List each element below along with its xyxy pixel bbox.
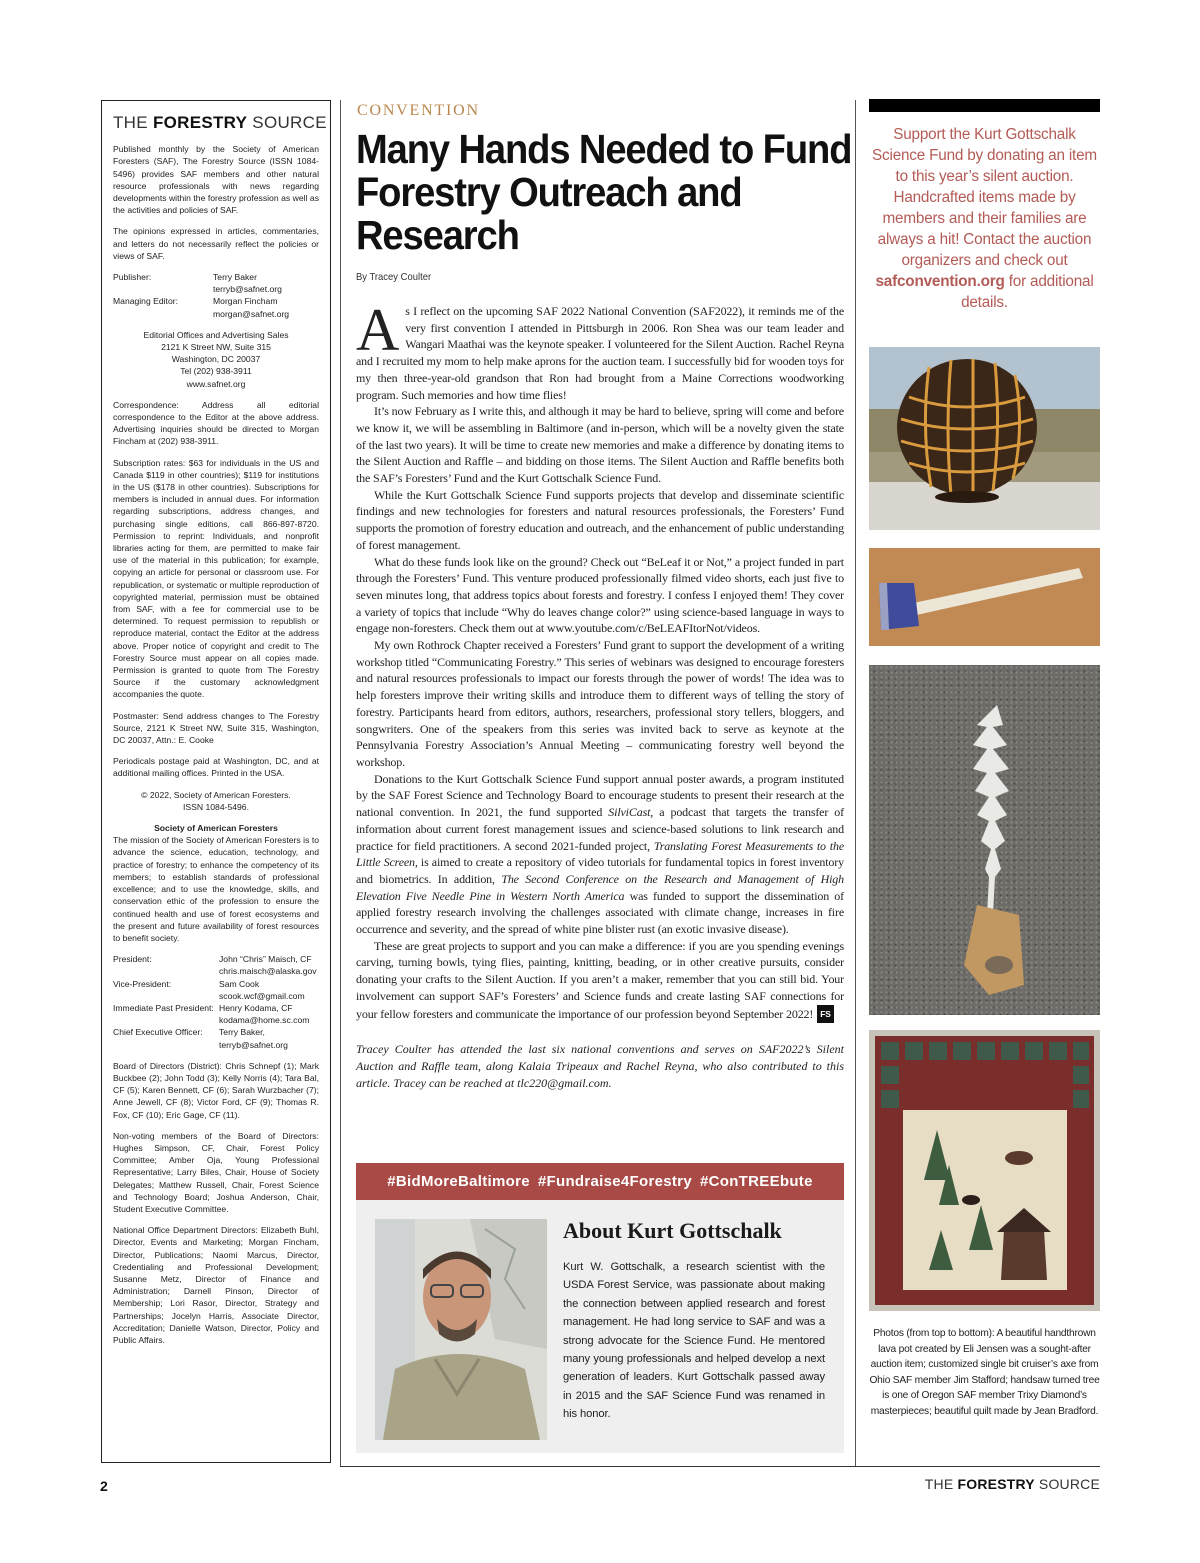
hashtag-banner: [356, 1163, 844, 1200]
about-text: Kurt W. Gottschalk, a research scientist with the USDA Forest Service, was passionate about making the connection between applied research and forest management. He had long service to SAF and was a strong advocate for the Science Fund. He mentored many young professionals and helped develop a next generation of leaders. Kurt Gottschalk passed away in 2015 and the SAF Science Fund was renamed in his honor.: [563, 1261, 825, 1421]
axe-photo: [869, 548, 1100, 646]
paragraph: It’s now February as I write this, and although it may be hard to believe, spring will come and before we know it, we will be assembling in Baltimore (and in-person, which will be a novelty given the state of the last two years). It will be time to create new memories and make a difference by donating items to the Silent Auction and Raffle – and bidding on those items. The Silent Auction and Raffle benefits both the SAF’s Foresters’ Fund and the Kurt Gottschalk Science Fund.: [356, 404, 844, 486]
board-list: Board of Directors (District): Chris Schnepf (1); Mark Buckbee (2); John Todd (3); Kelly Norris (4); Tara Bal, CF (5); Karen Bennett, CF (6); Sarah Wurzbacher (7); Anne Jewell, CF (8); Victor Ford, CF (9); Thomas R. Fox, CF (10); Eric Gage, CF (11).: [113, 1060, 319, 1120]
national-office-list: National Office Department Directors: Elizabeth Buhl, Director, Events and Marketing; Morgan Fincham, Director, Publications; Naomi Marcus, Director, Credentialing and Professional Development; Susanne Metz, Director of Finance and Administration; Darnell Pinson, Director of Membership; Lori Rasor, Director, Strategy and Partnerships; Jocelyn Harris, Associate Director, Accreditation; Danielle Watson, Director, Policy and Public Affairs.: [113, 1225, 319, 1345]
drop-cap: A: [356, 297, 400, 363]
handsaw-tree-photo: [869, 665, 1100, 1015]
hashtag[interactable]: #BidMoreBaltimore: [387, 1173, 530, 1190]
paragraph: What do these funds look like on the ground? Check out “BeLeaf it or Not,” a project funded in part through the Foresters’ Fund. This venture produced professionally filmed video shorts, each just five to seven minutes long, that address topics about forests and forestry. I confess I enjoyed them! They cover a variety of topics that include “Why do leaves change color?” using science-based language in ways to engage non-foresters. Check them out at www.youtube.com/c/BeLEAFItorNot/videos.: [356, 554, 844, 636]
footer-logo: THE FORESTRY SOURCE: [924, 1476, 1100, 1492]
editor-info: Morgan Fincham morgan@safnet.org: [213, 295, 319, 319]
publisher-info: Terry Baker terryb@safnet.org: [213, 271, 319, 295]
officer-email[interactable]: scook.wcf@gmail.com: [219, 990, 305, 1001]
mission-statement: The mission of the Society of American Foresters is to advance the science, education, technology, and practice of forestry; to enhance the competency of its members; to establish standards of professional excellence; and to use the knowledge, skills, and conservation ethic of the profession to ensure the continued health and use of forest ecosystems and the present and future availability of forest resources to benefit society.: [113, 835, 319, 943]
paragraph: My own Rothrock Chapter received a Foresters’ Fund grant to support the development of a writing workshop titled “Communicating Forestry.” This series of webinars was designed to encourage foresters and natural resources professionals to impact our forests through the power of words! The idea was to help foresters improve their writing skills and introduce them to different ways of telling the story of forestry. Participants heard from editors, authors, researchers, professional story tellers, bloggers, and songwriters. One of the speakers from this series was invited back to serve as keynote at the Pennsylvania Forestry Association’s Annual Meeting – communicating forestry well beyond the workshop.: [356, 638, 844, 769]
officer-email[interactable]: kodama@home.sc.com: [219, 1015, 310, 1026]
officer-email[interactable]: chris.maisch@alaska.gov: [219, 966, 317, 977]
publisher-email[interactable]: terryb@safnet.org: [213, 284, 282, 295]
paragraph: While the Kurt Gottschalk Science Fund supports projects that develop and disseminate scientific findings and new technologies for foresters and natural resources professionals, the Foresters’ Fund supports the promotion of forestry education and outreach, and the enhancement of public understanding of forest management.: [356, 487, 844, 552]
masthead-intro: Published monthly by the Society of American Foresters (SAF), The Forestry Source (ISSN 1084-5496) provides SAF members and other natural resource professionals with news regarding developments within the forestry profession as well as the activities and policies of SAF.: [113, 144, 319, 216]
article-body: [356, 297, 844, 1023]
paragraph: These are great projects to support and you can make a difference: if you are you spending evenings carving, turning bowls, tying flies, painting, knitting, beading, or in other creative pursuits, consider donating your crafts to the Silent Auction. If you aren’t a maker, remember that you can still bid. Your involvement can support SAF’s Foresters’ and Science funds and create lasting SAF connections for your fellow foresters and communicate the importance of our profession beyond September 2022! FS: [356, 938, 844, 1024]
column-divider-left: [340, 100, 341, 1466]
publisher-label: Publisher:: [113, 271, 152, 282]
masthead-logo: THE FORESTRY SOURCE: [113, 113, 327, 132]
article: [356, 100, 852, 1092]
nonvoting-list: Non-voting members of the Board of Directors: Hughes Simpson, CF, Chair, Forest Policy Committee; Amber Oja, Young Professional Representative; Larry Biles, Chair, House of Society Delegates; Matthew Russell, Chair, Forest Science and Technology Board; Joshua Anderson, Chair, Student Executive Committee.: [113, 1130, 319, 1214]
section-kicker: CONVENTION: [357, 102, 480, 119]
office-address: Editorial Offices and Advertising Sales 2121 K Street NW, Suite 315 Washington, DC 20037 Tel (202) 938-3911 www.safnet.org: [113, 329, 319, 390]
article-headline: Many Hands Needed to Fund Forestry Outreach and Research: [356, 126, 852, 258]
masthead-box: [101, 100, 331, 1463]
masthead-opinions: The opinions expressed in articles, commentaries, and letters do not necessarily reflect the policies or views of SAF.: [113, 226, 319, 261]
hashtag[interactable]: #ConTREEbute: [699, 1173, 813, 1190]
office-website[interactable]: www.safnet.org: [186, 378, 246, 389]
correspondence-note: Correspondence: Address all editorial correspondence to the Editor at the above address. Advertising inquiries should be directed to Morgan Fincham at (202) 938-3911.: [113, 399, 319, 447]
postmaster-note: Postmaster: Send address changes to The Forestry Source, 2121 K Street NW, Suite 315, Washington, DC 20037, Attn.: E. Cooke: [113, 710, 319, 746]
column-divider-right: [855, 100, 856, 1466]
officer-email[interactable]: terryb@safnet.org: [219, 1039, 288, 1050]
page-number: 2: [100, 1478, 108, 1494]
end-badge: FS: [817, 1005, 834, 1024]
staff-list: [113, 271, 319, 320]
photo-caption: Photos (from top to bottom): A beautiful handthrown lava pot created by Eli Jensen was a sought-after auction item; customized single bit cruiser’s axe from Ohio SAF member Jim Stafford; handsaw turned tree is one of Oregon SAF member Trixy Diamond’s masterpieces; beautiful quilt made by Jean Bradford.: [869, 1328, 1100, 1417]
officers-list: President: John “Chris” Maisch, CF chris.maisch@alaska.gov Vice-President: Sam Cook scook.wcf@gmail.com Immediate Past President: Henry Kodama, CF kodama@home.sc.com Chief Executive Officer: Terry Baker, terryb@safnet.org: [113, 953, 319, 1051]
promo-text: Support the Kurt Gottschalk Science Fund by donating an item to this year’s silent auction. Handcrafted items made by members and their families are always a hit! Contact the auction organizers and check out safconvention.org for additional details.: [872, 126, 1097, 311]
paragraph: Donations to the Kurt Gottschalk Science Fund support annual poster awards, a program instituted by the SAF Forest Science and Technology Board to encourage students to present their research at the national convention. In 2021, the fund supported SilviCast, a podcast that targets the transfer of information about current forest management issues and science-based solutions to link research and practice for field practitioners. A second 2021-funded project, Translating Forest Measurements to the Little Screen, is aimed to create a repository of video tutorials for fundamental topics in forest inventory and biometrics. In addition, The Second Conference on the Research and Management of High Elevation Five Needle Pine in Western North America was funded to support the dissemination of applied forestry research involving the challenges associated with climate change, increases in fire occurrence and severity, and the spread of white pine blister rust (an exotic invasive disease).: [356, 771, 844, 937]
copyright-note: © 2022, Society of American Foresters. ISSN 1084-5496.: [141, 789, 291, 812]
promo-link[interactable]: safconvention.org: [875, 273, 1005, 290]
about-box: [356, 1200, 844, 1453]
editor-email[interactable]: morgan@safnet.org: [213, 308, 290, 319]
hashtag[interactable]: #Fundraise4Forestry: [537, 1173, 692, 1190]
about-title: About Kurt Gottschalk: [563, 1218, 782, 1243]
subscription-note: Subscription rates: $63 for individuals in the US and Canada $119 in other countries); $119 for institutions in the US ($178 in other countries). Subscriptions for members is included in annual dues. For information regarding subscriptions, address changes, and purchasing single editions, call 866-897-8720. Permission to reprint: Individuals, and nonprofit libraries acting for them, are permitted to make fair use of the material in this publication; for example, copying an article for personal or classroom use. For republication, or systematic or multiple reproduction of copyrighted material, permission must be obtained from SAF, with a fee for commercial use to be determined. To request permission to republish or reproduce material, contact the Editor at the address above. Proper notice of copyright and credit to The Forestry Source must appear on all copies made. Permission is granted to quote from The Forestry Source if the customary acknowledgment accompanies the quote.: [113, 457, 319, 700]
sidebar-top-bar: [869, 99, 1100, 112]
portrait-photo: [375, 1219, 547, 1440]
periodicals-note: Periodicals postage paid at Washington, DC, and at additional mailing offices. Printed in the USA.: [113, 756, 319, 779]
quilt-photo: [869, 1030, 1100, 1311]
society-heading: Society of American Foresters: [154, 823, 278, 834]
footer-rule: [340, 1466, 1100, 1467]
lava-pot-photo: [869, 347, 1100, 530]
article-byline: By Tracey Coulter: [356, 271, 432, 283]
editor-label: Managing Editor:: [113, 296, 178, 307]
paragraph: As I reflect on the upcoming SAF 2022 National Convention (SAF2022), it reminds me of the very first convention I attended in Pittsburgh in 2006. Ron Shea was our team leader and Wangari Maathai was the keynote speaker. I volunteered for the Silent Auction. Rachel Reyna and I recruited my mom to help make aprons for the auction team. I successfully bid for wooden toys for my then three-year-old grandson that Ron had brought from a Maine Corrections woodworking program. Such memories and how time flies!: [356, 297, 844, 402]
author-bio: Tracey Coulter has attended the last six national conventions and serves on SAF2022’s Silent Auction and Raffle team, along Kalaia Tripeaux and Rachel Reyna, who also contributed to this article. Tracey can be reached at tlc220@gmail.com.: [356, 1042, 844, 1091]
